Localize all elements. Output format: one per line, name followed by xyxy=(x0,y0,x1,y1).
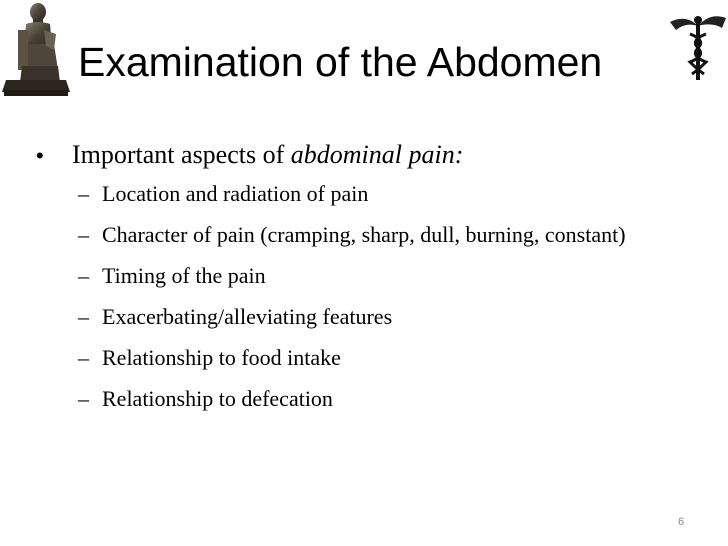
main-bullet xyxy=(36,138,696,173)
page-number: 6 xyxy=(678,516,685,528)
dash-icon xyxy=(78,302,102,331)
sub-bullet-item xyxy=(78,343,696,372)
sub-bullet-text: Relationship to defecation xyxy=(102,386,333,411)
main-bullet-text xyxy=(72,138,463,172)
sub-bullet-item xyxy=(78,179,696,208)
dash-icon xyxy=(78,384,102,413)
sub-bullet-item xyxy=(78,220,696,249)
dash-icon xyxy=(78,343,102,372)
sub-bullet-item xyxy=(78,302,696,331)
slide-content xyxy=(36,138,696,425)
sub-bullet-text: Timing of the pain xyxy=(102,263,266,288)
slide-title: Examination of the Abdomen xyxy=(78,39,603,85)
bullet-icon xyxy=(36,139,72,173)
sub-bullet-text: Exacerbating/alleviating features xyxy=(102,304,393,329)
main-bullet-emphasis: abdominal pain: xyxy=(290,140,464,169)
caduceus-icon xyxy=(668,12,728,82)
dash-icon xyxy=(78,179,102,208)
sub-bullet-list xyxy=(78,179,696,413)
main-bullet-prefix: Important aspects of xyxy=(72,140,291,169)
sub-bullet-text: Location and radiation of pain xyxy=(102,181,369,206)
sub-bullet-item xyxy=(78,384,696,413)
dash-icon xyxy=(78,261,102,290)
dash-icon xyxy=(78,220,102,249)
sub-bullet-text: Relationship to food intake xyxy=(102,345,341,370)
seated-scribe-statue-icon xyxy=(0,0,72,100)
sub-bullet-item xyxy=(78,261,696,290)
sub-bullet-text: Character of pain (cramping, sharp, dull, burning, constant) xyxy=(102,222,626,247)
